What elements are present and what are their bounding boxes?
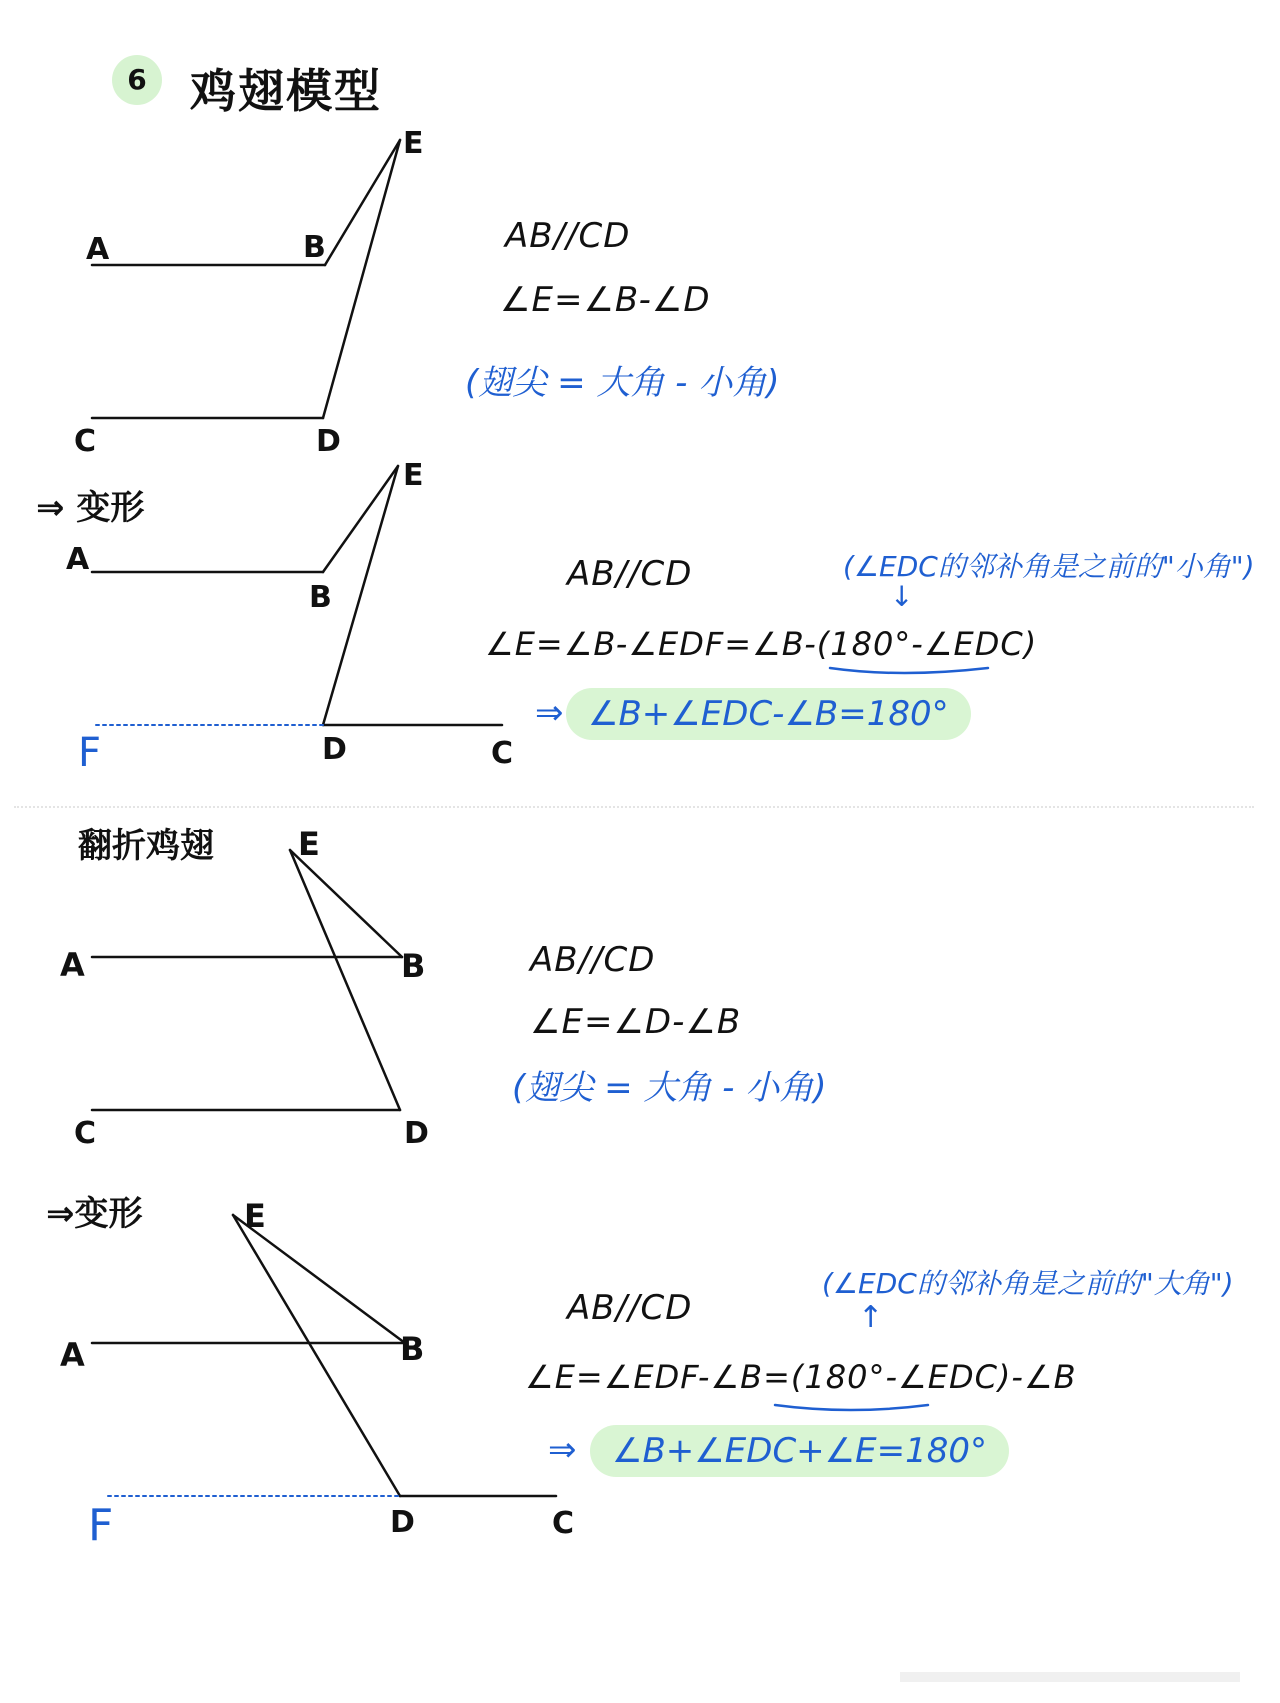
fig4-result-highlight: ∠B+∠EDC+∠E=180° (590, 1425, 1009, 1477)
fig2-result-arrow: ⇒ (535, 693, 564, 733)
fig2-annotation: (∠EDC的邻补角是之前的"小角") (843, 550, 1255, 583)
watermark-bar (900, 1672, 1240, 1682)
fig3-parallel-statement: AB//CD (530, 940, 656, 980)
point-label-d: D (316, 424, 341, 459)
figure-1-lines (92, 140, 400, 418)
fig4-transform-label: ⇒变形 (46, 1194, 143, 1234)
point-label-b: B (401, 947, 426, 985)
fig4-angle-equation: ∠E=∠EDF-∠B=(180°-∠EDC)-∠B (525, 1358, 1077, 1396)
figure-2-lines (92, 466, 502, 725)
fig1-angle-equation: ∠E=∠B-∠D (500, 280, 711, 320)
fig2-result-highlight: ∠B+∠EDC-∠B=180° (566, 688, 971, 740)
figure-4-lines (92, 1215, 556, 1496)
point-label-d: D (390, 1505, 415, 1540)
fig2-transform-label: ⇒ 变形 (36, 488, 145, 528)
section-divider (14, 806, 1254, 808)
point-label-c: C (74, 424, 97, 459)
point-label-c: C (491, 736, 514, 771)
point-label-e: E (244, 1197, 266, 1235)
point-label-a: A (86, 232, 110, 267)
fig4-annotation: (∠EDC的邻补角是之前的"大角") (822, 1267, 1234, 1300)
fig4-result-arrow: ⇒ (548, 1430, 577, 1470)
fig4-parallel-statement: AB//CD (567, 1288, 693, 1328)
fig2-parallel-statement: AB//CD (567, 554, 693, 594)
fig3-angle-equation: ∠E=∠D-∠B (530, 1002, 742, 1042)
fig3-heading: 翻折鸡翅 (78, 826, 214, 866)
section-number-badge: 6 (112, 55, 162, 105)
point-label-e: E (298, 825, 320, 863)
point-label-b: B (303, 230, 326, 265)
point-label-d: D (404, 1116, 429, 1151)
point-label-d: D (322, 732, 347, 767)
point-label-f: F (88, 1500, 114, 1551)
point-label-a: A (66, 542, 90, 577)
fig3-rule-note: (翅尖 = 大角 - 小角) (512, 1068, 827, 1108)
point-label-c: C (552, 1506, 575, 1541)
fig2-angle-equation: ∠E=∠B-∠EDF=∠B-(180°-∠EDC) (485, 625, 1038, 663)
fig1-rule-note: (翅尖 = 大角 - 小角) (465, 363, 780, 403)
point-label-a: A (60, 1336, 85, 1374)
section-title: 鸡翅模型 (190, 64, 382, 118)
down-arrow-icon: ↓ (890, 580, 914, 613)
point-label-a: A (60, 946, 85, 984)
point-label-b: B (309, 580, 332, 615)
up-arrow-icon: ↑ (858, 1300, 884, 1335)
point-label-b: B (400, 1330, 425, 1368)
point-label-e: E (403, 126, 424, 161)
figure-3-lines (92, 850, 402, 1110)
point-label-e: E (403, 458, 424, 493)
point-label-c: C (74, 1116, 97, 1151)
point-label-f: F (78, 730, 102, 776)
fig1-parallel-statement: AB//CD (505, 216, 631, 256)
